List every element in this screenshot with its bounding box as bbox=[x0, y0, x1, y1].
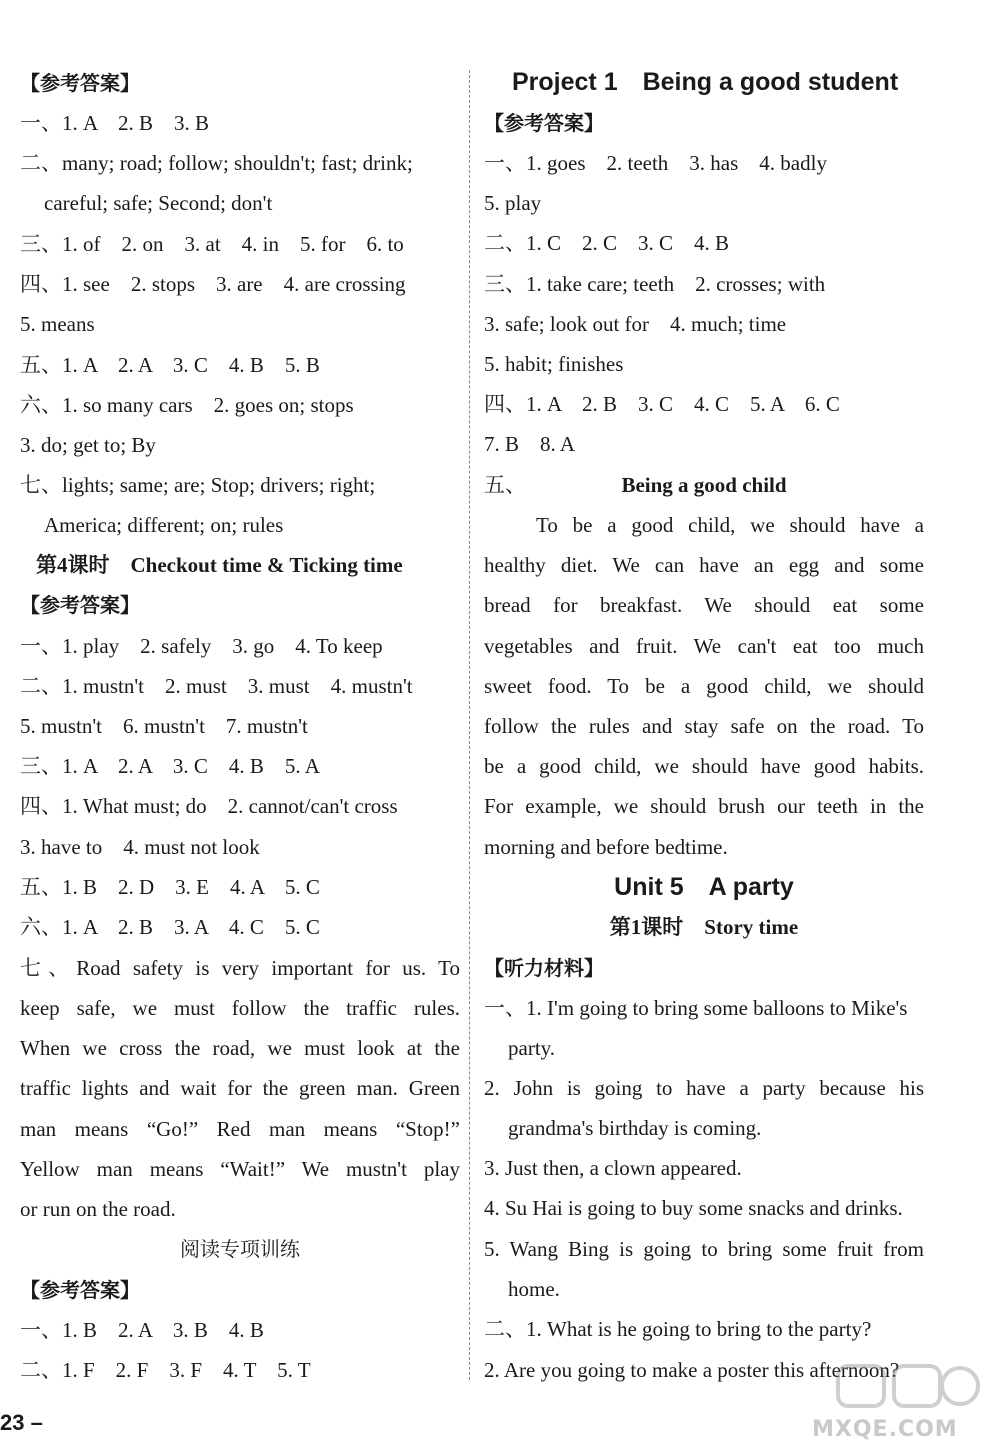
answer-line: 六、1. so many cars 2. goes on; stops bbox=[20, 393, 354, 417]
paragraph-line: bread for breakfast. We should eat some bbox=[484, 593, 924, 617]
answer-line: 七、lights; same; are; Stop; drivers; right; bbox=[20, 473, 376, 497]
answer-line: careful; safe; Second; don't bbox=[44, 191, 273, 215]
paragraph-line: healthy diet. We can have an egg and some bbox=[484, 553, 924, 577]
transcript-line: 5. Wang Bing is going to bring some fruit from bbox=[484, 1237, 924, 1261]
paragraph-line: follow the rules and stay safe on the road. To bbox=[484, 714, 924, 738]
answer-key-heading: 【参考答案】 bbox=[20, 71, 140, 95]
lesson-heading: 第1课时 Story time bbox=[609, 915, 799, 939]
section-number: 五、 bbox=[484, 473, 526, 497]
answer-line: 三、1. of 2. on 3. at 4. in 5. for 6. to bbox=[20, 232, 404, 256]
transcript-line: grandma's birthday is coming. bbox=[508, 1116, 762, 1140]
page-number: 23 – bbox=[0, 1410, 43, 1435]
paragraph-line: be a good child, we should have good habits. bbox=[484, 754, 924, 778]
answer-line: 二、1. F 2. F 3. F 4. T 5. T bbox=[20, 1358, 311, 1382]
transcript-line: 二、1. What is he going to bring to the party? bbox=[484, 1317, 872, 1341]
lesson-heading: 第4课时 Checkout time & Ticking time bbox=[36, 553, 403, 577]
answer-line: 二、many; road; follow; shouldn't; fast; drink; bbox=[20, 151, 413, 175]
paragraph-line: Yellow man means “Wait!” We mustn't play bbox=[20, 1157, 460, 1181]
answer-line: 一、1. A 2. B 3. B bbox=[20, 111, 210, 135]
answer-line: 二、1. C 2. C 3. C 4. B bbox=[484, 231, 730, 255]
answer-line: 六、1. A 2. B 3. A 4. C 5. C bbox=[20, 915, 320, 939]
answer-line: 5. means bbox=[20, 312, 95, 336]
answer-line: 一、1. goes 2. teeth 3. has 4. badly bbox=[484, 151, 827, 175]
answer-line: 3. have to 4. must not look bbox=[20, 835, 260, 859]
answer-line: 五、1. A 2. A 3. C 4. B 5. B bbox=[20, 353, 320, 377]
answer-line: 一、1. play 2. safely 3. go 4. To keep bbox=[20, 634, 383, 658]
transcript-line: 4. Su Hai is going to buy some snacks and drinks. bbox=[484, 1196, 903, 1220]
answer-key-heading: 【参考答案】 bbox=[20, 1278, 140, 1302]
paragraph-line: or run on the road. bbox=[20, 1197, 176, 1221]
answer-line: 一、1. B 2. A 3. B 4. B bbox=[20, 1318, 264, 1342]
watermark-text: MXQE.COM bbox=[812, 1417, 958, 1442]
transcript-line: 3. Just then, a clown appeared. bbox=[484, 1156, 742, 1180]
paragraph-line: morning and before bedtime. bbox=[484, 835, 728, 859]
transcript-line: 2. Are you going to make a poster this afternoon? bbox=[484, 1358, 900, 1382]
paragraph-line: For example, we should brush our teeth in the bbox=[484, 794, 924, 818]
answer-line: 5. play bbox=[484, 191, 542, 215]
paragraph-line: When we cross the road, we must look at the bbox=[20, 1036, 460, 1060]
paragraph-line: sweet food. To be a good child, we should bbox=[484, 674, 924, 698]
answer-line: 五、1. B 2. D 3. E 4. A 5. C bbox=[20, 875, 320, 899]
answer-line: 四、1. A 2. B 3. C 4. C 5. A 6. C bbox=[484, 392, 840, 416]
watermark-logo-icon bbox=[802, 1362, 992, 1422]
answer-key-heading: 【参考答案】 bbox=[484, 111, 604, 135]
answer-line: 四、1. see 2. stops 3. are 4. are crossing bbox=[20, 272, 406, 296]
column-divider bbox=[469, 70, 471, 1380]
answer-line: 7. B 8. A bbox=[484, 432, 576, 456]
answer-line: America; different; on; rules bbox=[44, 513, 284, 537]
answer-key-heading: 【参考答案】 bbox=[20, 593, 140, 617]
answer-line: 二、1. mustn't 2. must 3. must 4. mustn't bbox=[20, 674, 413, 698]
answer-line: 5. habit; finishes bbox=[484, 352, 624, 376]
answer-line: 三、1. A 2. A 3. C 4. B 5. A bbox=[20, 754, 320, 778]
answer-line: 三、1. take care; teeth 2. crosses; with bbox=[484, 272, 826, 296]
paragraph-line: To be a good child, we should have a bbox=[536, 513, 924, 537]
listening-material-heading: 【听力材料】 bbox=[484, 956, 604, 980]
paragraph-line: man means “Go!” Red man means “Stop!” bbox=[20, 1117, 460, 1141]
transcript-line: party. bbox=[508, 1036, 556, 1060]
transcript-line: 一、1. I'm going to bring some balloons to Mike's bbox=[484, 996, 908, 1020]
answer-line: 5. mustn't 6. mustn't 7. mustn't bbox=[20, 714, 308, 738]
transcript-line: home. bbox=[508, 1277, 560, 1301]
section-title: 阅读专项训练 bbox=[180, 1237, 300, 1261]
answer-line: 3. do; get to; By bbox=[20, 433, 156, 457]
transcript-line: 2. John is going to have a party because his bbox=[484, 1076, 924, 1100]
essay-title: Being a good child bbox=[621, 473, 787, 497]
paragraph-line: traffic lights and wait for the green man. Green bbox=[20, 1076, 460, 1100]
watermark bbox=[802, 1362, 992, 1446]
unit-title: Unit 5 A party bbox=[614, 873, 794, 901]
paragraph-line: 七、Road safety is very important for us. To bbox=[20, 956, 460, 980]
paragraph-line: vegetables and fruit. We can't eat too much bbox=[484, 634, 924, 658]
project-title: Project 1 Being a good student bbox=[512, 68, 899, 96]
paragraph-line: keep safe, we must follow the traffic rules. bbox=[20, 996, 460, 1020]
answer-line: 3. safe; look out for 4. much; time bbox=[484, 312, 787, 336]
answer-line: 四、1. What must; do 2. cannot/can't cross bbox=[20, 794, 398, 818]
